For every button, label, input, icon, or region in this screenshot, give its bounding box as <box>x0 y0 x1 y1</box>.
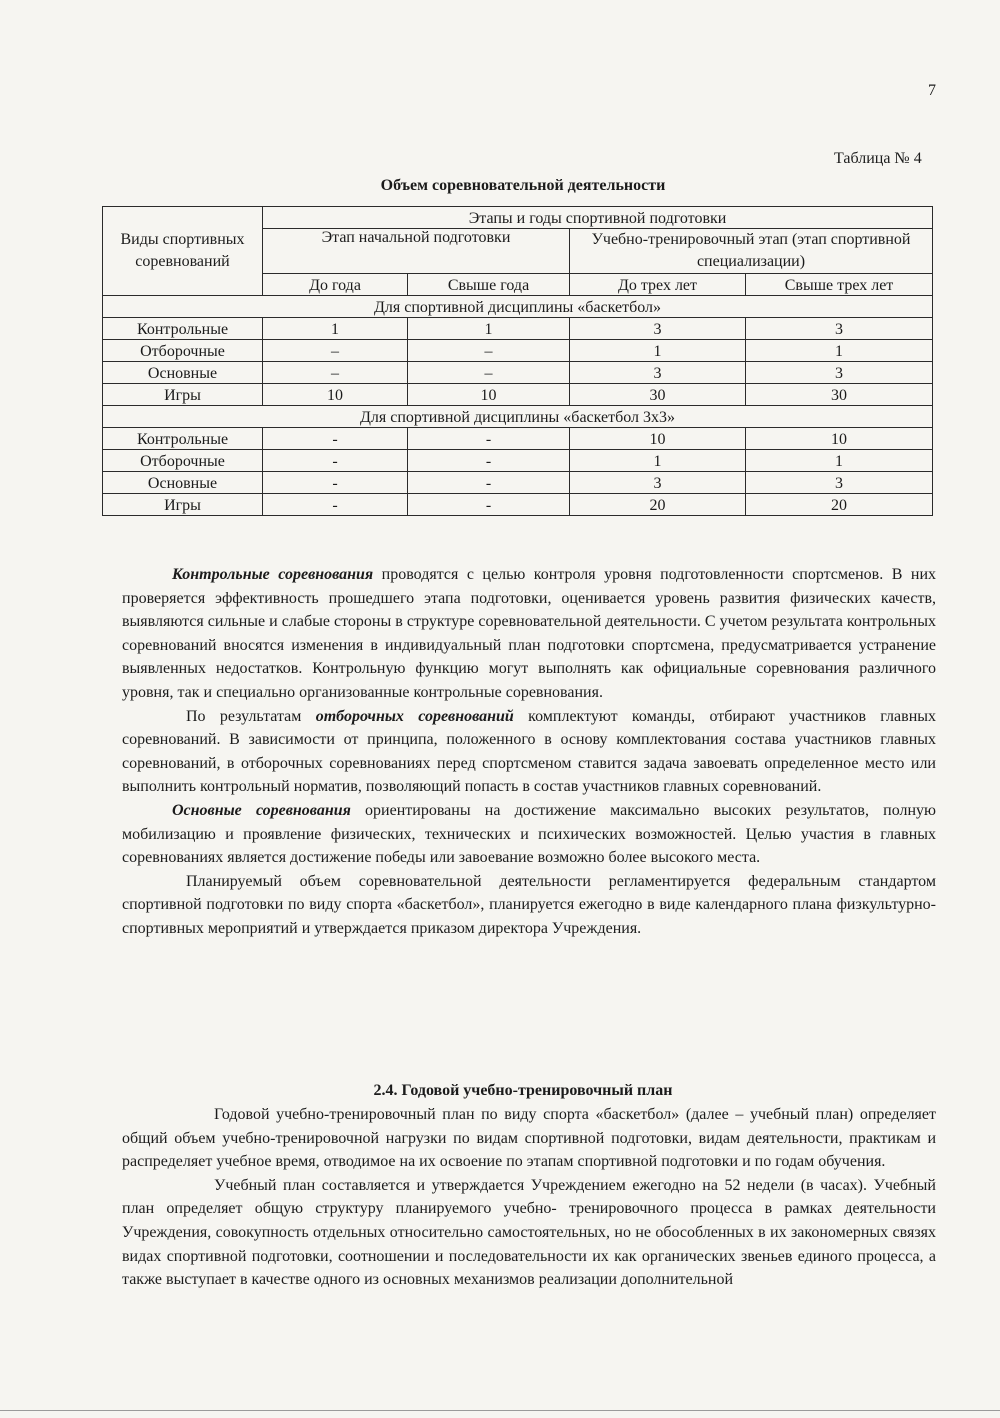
paragraph-main <box>122 799 936 870</box>
table-row <box>103 450 933 472</box>
table-title: Объем соревновательной деятельности <box>380 177 666 194</box>
cell: 3 <box>570 472 746 494</box>
row-label: Контрольные <box>103 428 263 450</box>
cell: – <box>408 362 570 384</box>
cell: 1 <box>408 318 570 340</box>
text: комплектуют команды, отбирают участников главных соревнований. В зависимости от принципа, положенного в основу комплектования состава участников главных соревнований, в отборочных соревнованиях перед спортсменом ставится задача завоевать определенное место или выполнить контрольный норматив, позволяющий попасть в состав участников главных соревнований. <box>122 707 937 796</box>
table-row <box>103 472 933 494</box>
cell: 30 <box>570 384 746 406</box>
cell: 3 <box>746 362 933 384</box>
page-number: 7 <box>928 82 936 99</box>
row-label: Игры <box>103 494 263 516</box>
paragraph-planned-volume: Планируемый объем соревновательной деятельности регламентируется федеральным стандартом спортивной подготовки по виду спорта «баскетбол», планируется ежегодно в виде календарного плана физкультурно-спортивных мероприятий и утверждается приказом директора Учреждения. <box>122 872 936 937</box>
paragraph-selection <box>122 705 936 799</box>
cell: 1 <box>570 450 746 472</box>
table-row <box>103 318 933 340</box>
cell: – <box>408 340 570 362</box>
cell: - <box>408 450 570 472</box>
paragraph-control <box>122 563 936 705</box>
paragraph-annual-plan: Годовой учебно-тренировочный план по виду спорта «баскетбол» (далее – учебный план) определяет общий объем учебно-тренировочной нагрузки по видам спортивной подготовки, видам деятельности, практикам и распределяет учебное время, отводимое на их освоение по этапам спортивной подготовки и по годам обучения. <box>122 1106 936 1171</box>
cell: 20 <box>570 494 746 516</box>
sub-header: Свыше трех лет <box>746 274 933 296</box>
sub-header: Свыше года <box>408 274 570 296</box>
cell: - <box>263 472 408 494</box>
table-row <box>103 340 933 362</box>
cell: - <box>408 428 570 450</box>
table-row <box>103 362 933 384</box>
table-row <box>103 428 933 450</box>
cell: - <box>263 494 408 516</box>
text: проводятся с целью контроля уровня подготовленности спортсменов. В них проверяется эффективность прошедшего этапа подготовки, оценивается уровень развития физических качеств, выявляются сильные и слабые стороны в структуре соревновательной деятельности. С учетом результата контрольных соревнований вносятся изменения в индивидуальный план подготовки спортсмена, предусматривается устранение выявленных недостатков. Контрольную функцию могут выполнять как официальные соревнования различного уровня, так и специально организованные контрольные соревнования. <box>122 566 937 701</box>
section-title: Для спортивной дисциплины «баскетбол» <box>103 296 933 318</box>
cell: 3 <box>570 318 746 340</box>
cell: 10 <box>570 428 746 450</box>
cell: – <box>263 340 408 362</box>
row-label: Игры <box>103 384 263 406</box>
cell: 3 <box>746 318 933 340</box>
row-label: Основные <box>103 472 263 494</box>
page-edge-line <box>0 1410 1000 1411</box>
row-label: Основные <box>103 362 263 384</box>
corner-header: Виды спортивных соревнований <box>103 207 263 296</box>
cell: 1 <box>746 340 933 362</box>
cell: - <box>408 472 570 494</box>
section-heading: 2.4. Годовой учебно-тренировочный план <box>373 1082 673 1099</box>
section-title: Для спортивной дисциплины «баскетбол 3х3» <box>103 406 933 428</box>
competition-description <box>122 563 936 941</box>
row-label: Отборочные <box>103 340 263 362</box>
table-caption: Таблица № 4 <box>834 150 922 167</box>
sub-header: До трех лет <box>570 274 746 296</box>
competition-volume-table <box>102 206 933 516</box>
cell: 3 <box>746 472 933 494</box>
table-row <box>103 494 933 516</box>
cell: 10 <box>263 384 408 406</box>
cell: 1 <box>263 318 408 340</box>
stage1-header: Этап начальной подготовки <box>263 229 570 274</box>
table-row <box>103 384 933 406</box>
row-label: Контрольные <box>103 318 263 340</box>
cell: - <box>263 450 408 472</box>
cell: - <box>263 428 408 450</box>
text: ориентированы на достижение максимально высоких результатов, полную мобилизацию и проявление физических, технических и психических возможностей. Целью участия в главных соревнованиях является достижение победы или завоевание возможно более высокого места. <box>122 801 936 867</box>
term-control: Контрольные соревнования <box>172 566 374 583</box>
text: По результатам <box>186 707 316 725</box>
sub-header: До года <box>263 274 408 296</box>
cell: 1 <box>570 340 746 362</box>
term-selection: отборочных соревнований <box>315 707 514 725</box>
cell: 3 <box>570 362 746 384</box>
annual-plan-text <box>122 1103 936 1292</box>
stages-header: Этапы и годы спортивной подготовки <box>263 207 933 229</box>
row-label: Отборочные <box>103 450 263 472</box>
cell: 10 <box>746 428 933 450</box>
stage2-header: Учебно-тренировочный этап (этап спортивной специализации) <box>570 229 933 274</box>
cell: 30 <box>746 384 933 406</box>
term-main: Основные соревнования <box>172 801 351 819</box>
cell: 1 <box>746 450 933 472</box>
cell: 20 <box>746 494 933 516</box>
paragraph-plan-structure: Учебный план составляется и утверждается Учреждением ежегодно на 52 недели (в часах). Учебный план определяет общую структуру планируемого учебно- тренировочного процесса в рамках деятельности Учреждения, совокупность отдельных относительно самостоятельных, но не обособленных в их закономерных связях видах спортивной подготовки, соотношении и последовательности их как органических звеньев единого процесса, а также выступает в качестве одного из основных механизмов реализации дополнительной <box>122 1176 936 1289</box>
cell: 10 <box>408 384 570 406</box>
cell: - <box>408 494 570 516</box>
cell: – <box>263 362 408 384</box>
